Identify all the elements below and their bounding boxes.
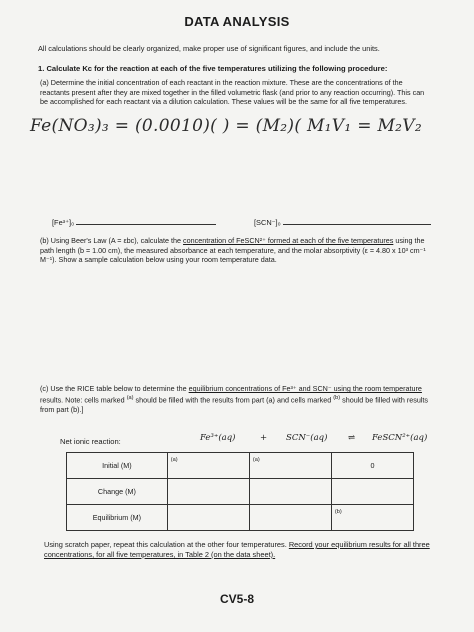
cell-change-scn[interactable]: [249, 479, 331, 505]
table-row: [67, 453, 414, 479]
cell-eq-scn[interactable]: [249, 505, 331, 531]
scratch-pre: Using scratch paper, repeat this calculation at the other four temperatures.: [44, 540, 289, 549]
cell-eq-fescn[interactable]: (b): [331, 505, 413, 531]
scn-initial-line[interactable]: [283, 216, 431, 225]
scratch-underlined: Record your equilibrium results for all three concentrations, for all five temperatures, in Table 2 (on the data sheet).: [44, 540, 430, 559]
part-b-pre: Using Beer's Law (A = εbc), calculate the: [50, 236, 184, 245]
row-label-change: Change (M): [67, 479, 168, 505]
part-c-mark-b: (b): [333, 394, 341, 401]
part-b-text: [40, 236, 432, 265]
scn-initial-label: [SCN⁻]₀: [254, 218, 281, 227]
part-c-mark-a: (a): [126, 394, 134, 401]
cell-initial-fe[interactable]: (a): [167, 453, 249, 479]
row-label-equilibrium: Equilibrium (M): [67, 505, 168, 531]
fe-initial-line[interactable]: [76, 216, 216, 225]
part-b-label: (b): [40, 236, 49, 245]
handwritten-work: Fe(NO₃)₃ = (0.0010)( ) = (M₂)( M₁V₁ = M₂V₂: [30, 116, 422, 136]
part-c-underlined: equilibrium concentrations of Fe³⁺ and SCN⁻ using the room temperature: [188, 384, 422, 393]
cell-change-fescn[interactable]: [331, 479, 413, 505]
intro-instructions: All calculations should be clearly organized, make proper use of significant figures, and include the units.: [38, 44, 380, 53]
page-title: DATA ANALYSIS: [184, 14, 290, 29]
part-a-label: (a): [40, 78, 49, 87]
cell-change-fe[interactable]: [167, 479, 249, 505]
cell-initial-scn[interactable]: (a): [249, 453, 331, 479]
fe-initial-blank[interactable]: [52, 216, 216, 227]
part-c-label: (c): [40, 384, 49, 393]
net-ionic-label: Net ionic reaction:: [60, 437, 121, 446]
scn-initial-blank[interactable]: [254, 216, 431, 227]
part-b-post: using the path length (b = 1.00 cm), the measured absorbance at each temperature, and the molar absorptivity (ε = 4.80 x 10³ cm⁻¹ M⁻¹). Show a sample calculation below using your room temperature data.: [40, 236, 426, 265]
part-c-pre: Use the RICE table below to determine the: [50, 384, 189, 393]
fe-initial-label: [Fe³⁺]₀: [52, 218, 75, 227]
part-a-body: Determine the initial concentration of each reactant in the reaction mixture. These are the concentrations of the reactants present after they are mixed together in the filled volumetric flask (and prior to any reaction occurring). This can be accomplished for each reactant via a dilution calculation. These values will be the same for all five temperatures.: [40, 78, 425, 107]
cell-eq-fe[interactable]: [167, 505, 249, 531]
table-row: [67, 505, 414, 531]
part-c-mid: results. Note: cells marked: [40, 394, 127, 404]
scratch-instructions: [44, 540, 450, 559]
table-row: [67, 479, 414, 505]
species-scn: SCN⁻(aq): [286, 433, 328, 443]
rice-table: [66, 452, 414, 531]
species-fescn: FeSCN²⁺(aq): [372, 433, 428, 443]
part-b-underlined: concentration of FeSCN²⁺ formed at each of the five temperatures: [183, 236, 394, 245]
part-a-text: [40, 78, 432, 107]
question-1-heading: 1. Calculate Kc for the reaction at each of the five temperatures utilizing the following procedure:: [38, 64, 388, 73]
equilibrium-arrow: ⇌: [348, 433, 356, 443]
cell-initial-fescn[interactable]: 0: [331, 453, 413, 479]
part-c-text: [40, 384, 432, 414]
part-c-post: should be filled with results from part (b).]: [40, 394, 429, 414]
species-fe: Fe³⁺(aq): [200, 433, 236, 443]
plus-sign: +: [260, 433, 268, 443]
part-c-mid2: should be filled with the results from part (a) and cells marked: [133, 394, 334, 404]
page-footer-code: CV5-8: [219, 592, 254, 606]
row-label-initial: Initial (M): [67, 453, 168, 479]
